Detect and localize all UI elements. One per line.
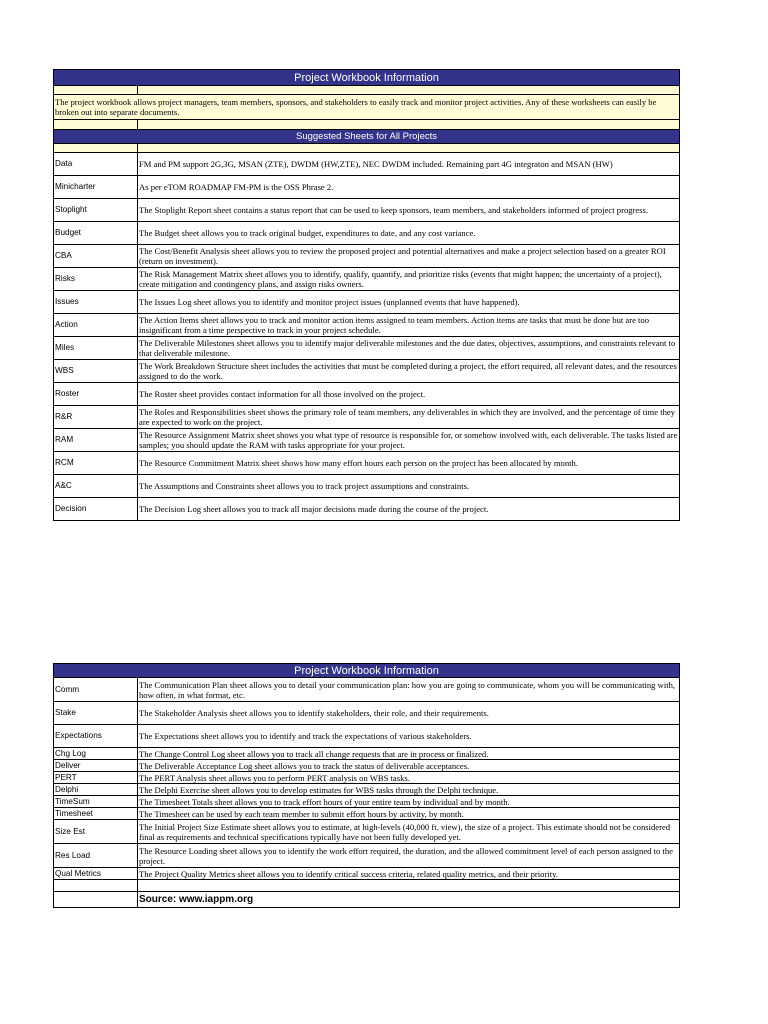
row-key: R&R xyxy=(54,406,138,429)
row-description: The Decision Log sheet allows you to track all major decisions made during the course of the project. xyxy=(138,498,680,521)
table-title-row xyxy=(54,70,680,86)
row-description: FM and PM support 2G,3G, MSAN (ZTE), DWDM (HW,ZTE), NEC DWDM included. Remaining part 4G integraton and MSAN (HW) xyxy=(138,153,680,176)
row-key: Timesheet xyxy=(54,808,138,820)
table-row xyxy=(54,268,680,291)
table-row xyxy=(54,868,680,880)
row-key: Stake xyxy=(54,702,138,725)
table-row xyxy=(54,429,680,452)
table-row xyxy=(54,796,680,808)
table-row xyxy=(54,222,680,245)
table-title: Project Workbook Information xyxy=(54,70,680,86)
row-description: The Budget sheet allows you to track original budget, expenditures to date, and any cost variance. xyxy=(138,222,680,245)
row-key: Roster xyxy=(54,383,138,406)
row-key: Risks xyxy=(54,268,138,291)
row-description: The Resource Commitment Matrix sheet shows how many effort hours each person on the project has been allocated by month. xyxy=(138,452,680,475)
row-key: Delphi xyxy=(54,784,138,796)
table-row xyxy=(54,452,680,475)
project-workbook-table-1 xyxy=(53,69,680,521)
row-description: The Work Breakdown Structure sheet includes the activities that must be completed during a project, the effort required, all relevant dates, and the resources assigned to do the work. xyxy=(138,360,680,383)
row-description: The Timesheet can be used by each team member to submit effort hours by activity, by month. xyxy=(138,808,680,820)
row-description: The Resource Assignment Matrix sheet shows you what type of resource is responsible for, or somehow involved with, each deliverable. The tasks listed are samples; you should update the RAM with tasks appropriate for your project. xyxy=(138,429,680,452)
row-key: Stoplight xyxy=(54,199,138,222)
table-row xyxy=(54,176,680,199)
table-row xyxy=(54,153,680,176)
table-row xyxy=(54,772,680,784)
source-row xyxy=(54,892,680,908)
row-description: The Stoplight Report sheet contains a status report that can be used to keep sponsors, team members, and stakeholders informed of project progress. xyxy=(138,199,680,222)
table-row xyxy=(54,383,680,406)
row-description: The Timesheet Totals sheet allows you to track effort hours of your entire team by individual and by month. xyxy=(138,796,680,808)
row-description: The Roles and Responsibilities sheet shows the primary role of team members, any deliverables in which they are involved, and the percentage of time they are expected to work on the project. xyxy=(138,406,680,429)
table-row xyxy=(54,291,680,314)
intro-text: The project workbook allows project managers, team members, sponsors, and stakeholders to easily track and monitor project activities. Any of these worksheets can easily be broken out into separate documents. xyxy=(54,95,680,120)
row-description: The Roster sheet provides contact information for all those involved on the project. xyxy=(138,383,680,406)
table-row xyxy=(54,337,680,360)
row-description: The Project Quality Metrics sheet allows you to identify critical success criteria, related quality metrics, and their priority. xyxy=(138,868,680,880)
table-row xyxy=(54,199,680,222)
row-description: The Assumptions and Constraints sheet allows you to track project assumptions and constraints. xyxy=(138,475,680,498)
table-row xyxy=(54,725,680,748)
row-key: A&C xyxy=(54,475,138,498)
row-key: Action xyxy=(54,314,138,337)
row-description: The PERT Analysis sheet allows you to perform PERT analysis on WBS tasks. xyxy=(138,772,680,784)
table-row xyxy=(54,406,680,429)
spacer-row xyxy=(54,86,680,95)
row-key: CBA xyxy=(54,245,138,268)
section-header-row xyxy=(54,130,680,144)
table-title-row xyxy=(54,664,680,678)
row-description: As per eTOM ROADMAP FM-PM is the OSS Phrase 2. xyxy=(138,176,680,199)
row-key: Issues xyxy=(54,291,138,314)
table-row xyxy=(54,760,680,772)
section-header: Suggested Sheets for All Projects xyxy=(54,130,680,144)
row-description: The Action Items sheet allows you to track and monitor action items assigned to team members. Action items are tasks that must be done but are too insignificant from a time perspective to track in your project schedule. xyxy=(138,314,680,337)
row-key: RAM xyxy=(54,429,138,452)
row-key: Qual Metrics xyxy=(54,868,138,880)
table-row xyxy=(54,808,680,820)
table-row xyxy=(54,245,680,268)
table-row xyxy=(54,498,680,521)
intro-row xyxy=(54,95,680,120)
row-key: Res Load xyxy=(54,844,138,868)
row-description: The Resource Loading sheet allows you to identify the work effort required, the duration, and the allowed commitment level of each person assigned to the project. xyxy=(138,844,680,868)
table-row xyxy=(54,360,680,383)
spacer-row xyxy=(54,880,680,892)
table-row xyxy=(54,844,680,868)
row-description: The Deliverable Milestones sheet allows you to identify major deliverable milestones and the due dates, objectives, assumptions, and constraints relevant to that deliverable milestone. xyxy=(138,337,680,360)
table-row xyxy=(54,702,680,725)
row-key: Size Est xyxy=(54,820,138,844)
row-description: The Deliverable Acceptance Log sheet allows you to track the status of deliverable acceptances. xyxy=(138,760,680,772)
project-workbook-table-2 xyxy=(53,663,680,908)
table-row xyxy=(54,314,680,337)
row-key: Data xyxy=(54,153,138,176)
row-key: Comm xyxy=(54,678,138,702)
row-key: TimeSum xyxy=(54,796,138,808)
row-key: Decision xyxy=(54,498,138,521)
row-description: The Cost/Benefit Analysis sheet allows you to review the proposed project and potential alternatives and make a project selection based on a greater ROI (return on investment). xyxy=(138,245,680,268)
row-key: WBS xyxy=(54,360,138,383)
row-key: PERT xyxy=(54,772,138,784)
table-row xyxy=(54,748,680,760)
row-description: The Expectations sheet allows you to identify and track the expectations of various stakeholders. xyxy=(138,725,680,748)
table-title: Project Workbook Information xyxy=(54,664,680,678)
row-key: Expectations xyxy=(54,725,138,748)
row-key: Chg Log xyxy=(54,748,138,760)
row-description: The Delphi Exercise sheet allows you to develop estimates for WBS tasks through the Delphi technique. xyxy=(138,784,680,796)
row-description: The Change Control Log sheet allows you to track all change requests that are in process or finalized. xyxy=(138,748,680,760)
table-row xyxy=(54,475,680,498)
row-description: The Communication Plan sheet allows you to detail your communication plan: how you are going to communicate, whom you will be communicating with, how often, in what format, etc. xyxy=(138,678,680,702)
row-description: The Risk Management Matrix sheet allows you to identify, qualify, quantify, and prioritize risks (events that might happen; the uncertainty of a project), create mitigation and contingency plans, and assign risks owners. xyxy=(138,268,680,291)
row-key: Minicharter xyxy=(54,176,138,199)
row-key: Budget xyxy=(54,222,138,245)
spacer-row xyxy=(54,120,680,130)
table-row xyxy=(54,678,680,702)
row-key: RCM xyxy=(54,452,138,475)
row-key: Miles xyxy=(54,337,138,360)
table-row xyxy=(54,820,680,844)
table-row xyxy=(54,784,680,796)
row-key: Deliver xyxy=(54,760,138,772)
source-text: Source: www.iappm.org xyxy=(138,892,680,908)
row-description: The Initial Project Size Estimate sheet allows you to estimate, at high-levels (40,000 ft. view), the size of a project. This estimate should not be considered final as requirements and technical specifications typically have not been fully developed yet. xyxy=(138,820,680,844)
row-description: The Stakeholder Analysis sheet allows you to identify stakeholders, their role, and their requirements. xyxy=(138,702,680,725)
row-description: The Issues Log sheet allows you to identify and monitor project issues (unplanned events that have happened). xyxy=(138,291,680,314)
spacer-row xyxy=(54,144,680,153)
